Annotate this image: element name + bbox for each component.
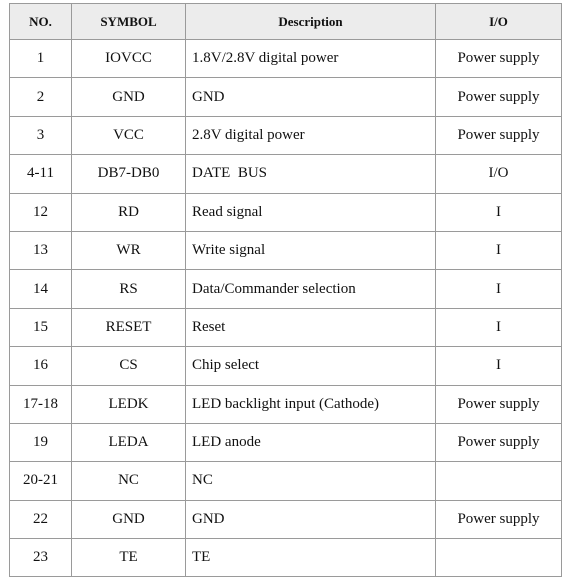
table-row (10, 539, 562, 577)
cell-io: Power supply (436, 40, 562, 78)
cell-description: 1.8V/2.8V digital power (186, 40, 436, 78)
cell-description: LED backlight input (Cathode) (186, 385, 436, 423)
cell-no: 15 (10, 308, 72, 346)
cell-io: I (436, 270, 562, 308)
cell-io: I (436, 347, 562, 385)
table-row (10, 116, 562, 154)
cell-symbol: GND (72, 500, 186, 538)
cell-symbol: LEDA (72, 423, 186, 461)
table-row (10, 462, 562, 500)
cell-no: 16 (10, 347, 72, 385)
cell-no: 4-11 (10, 155, 72, 193)
header-description: Description (186, 4, 436, 40)
cell-io: Power supply (436, 78, 562, 116)
table-row (10, 40, 562, 78)
cell-no: 12 (10, 193, 72, 231)
cell-symbol: WR (72, 231, 186, 269)
cell-symbol: RESET (72, 308, 186, 346)
table-row (10, 423, 562, 461)
cell-description: LED anode (186, 423, 436, 461)
cell-symbol: NC (72, 462, 186, 500)
cell-no: 17-18 (10, 385, 72, 423)
table-row (10, 193, 562, 231)
cell-no: 20-21 (10, 462, 72, 500)
cell-io: Power supply (436, 423, 562, 461)
table-row (10, 347, 562, 385)
header-no: NO. (10, 4, 72, 40)
cell-description: NC (186, 462, 436, 500)
cell-io: I (436, 308, 562, 346)
pin-definition-table (9, 3, 562, 577)
cell-description: DATE BUS (186, 155, 436, 193)
cell-description: Write signal (186, 231, 436, 269)
table-header-row (10, 4, 562, 40)
header-io: I/O (436, 4, 562, 40)
cell-description: Chip select (186, 347, 436, 385)
cell-description: GND (186, 78, 436, 116)
cell-symbol: CS (72, 347, 186, 385)
pin-table-container (9, 3, 562, 577)
table-row (10, 385, 562, 423)
table-row (10, 78, 562, 116)
cell-description: Data/Commander selection (186, 270, 436, 308)
cell-symbol: VCC (72, 116, 186, 154)
cell-io: I (436, 231, 562, 269)
cell-no: 3 (10, 116, 72, 154)
cell-description: 2.8V digital power (186, 116, 436, 154)
cell-io: I/O (436, 155, 562, 193)
cell-no: 19 (10, 423, 72, 461)
cell-no: 22 (10, 500, 72, 538)
cell-description: Reset (186, 308, 436, 346)
cell-symbol: TE (72, 539, 186, 577)
cell-io (436, 462, 562, 500)
cell-no: 23 (10, 539, 72, 577)
table-row (10, 500, 562, 538)
cell-no: 13 (10, 231, 72, 269)
table-row (10, 155, 562, 193)
cell-io: I (436, 193, 562, 231)
header-symbol: SYMBOL (72, 4, 186, 40)
cell-no: 1 (10, 40, 72, 78)
cell-io (436, 539, 562, 577)
cell-no: 2 (10, 78, 72, 116)
cell-symbol: IOVCC (72, 40, 186, 78)
cell-symbol: DB7-DB0 (72, 155, 186, 193)
cell-io: Power supply (436, 116, 562, 154)
cell-description: Read signal (186, 193, 436, 231)
cell-symbol: RS (72, 270, 186, 308)
cell-no: 14 (10, 270, 72, 308)
cell-symbol: RD (72, 193, 186, 231)
table-row (10, 231, 562, 269)
table-row (10, 308, 562, 346)
cell-description: GND (186, 500, 436, 538)
cell-description: TE (186, 539, 436, 577)
cell-symbol: GND (72, 78, 186, 116)
cell-io: Power supply (436, 385, 562, 423)
cell-io: Power supply (436, 500, 562, 538)
table-row (10, 270, 562, 308)
cell-symbol: LEDK (72, 385, 186, 423)
